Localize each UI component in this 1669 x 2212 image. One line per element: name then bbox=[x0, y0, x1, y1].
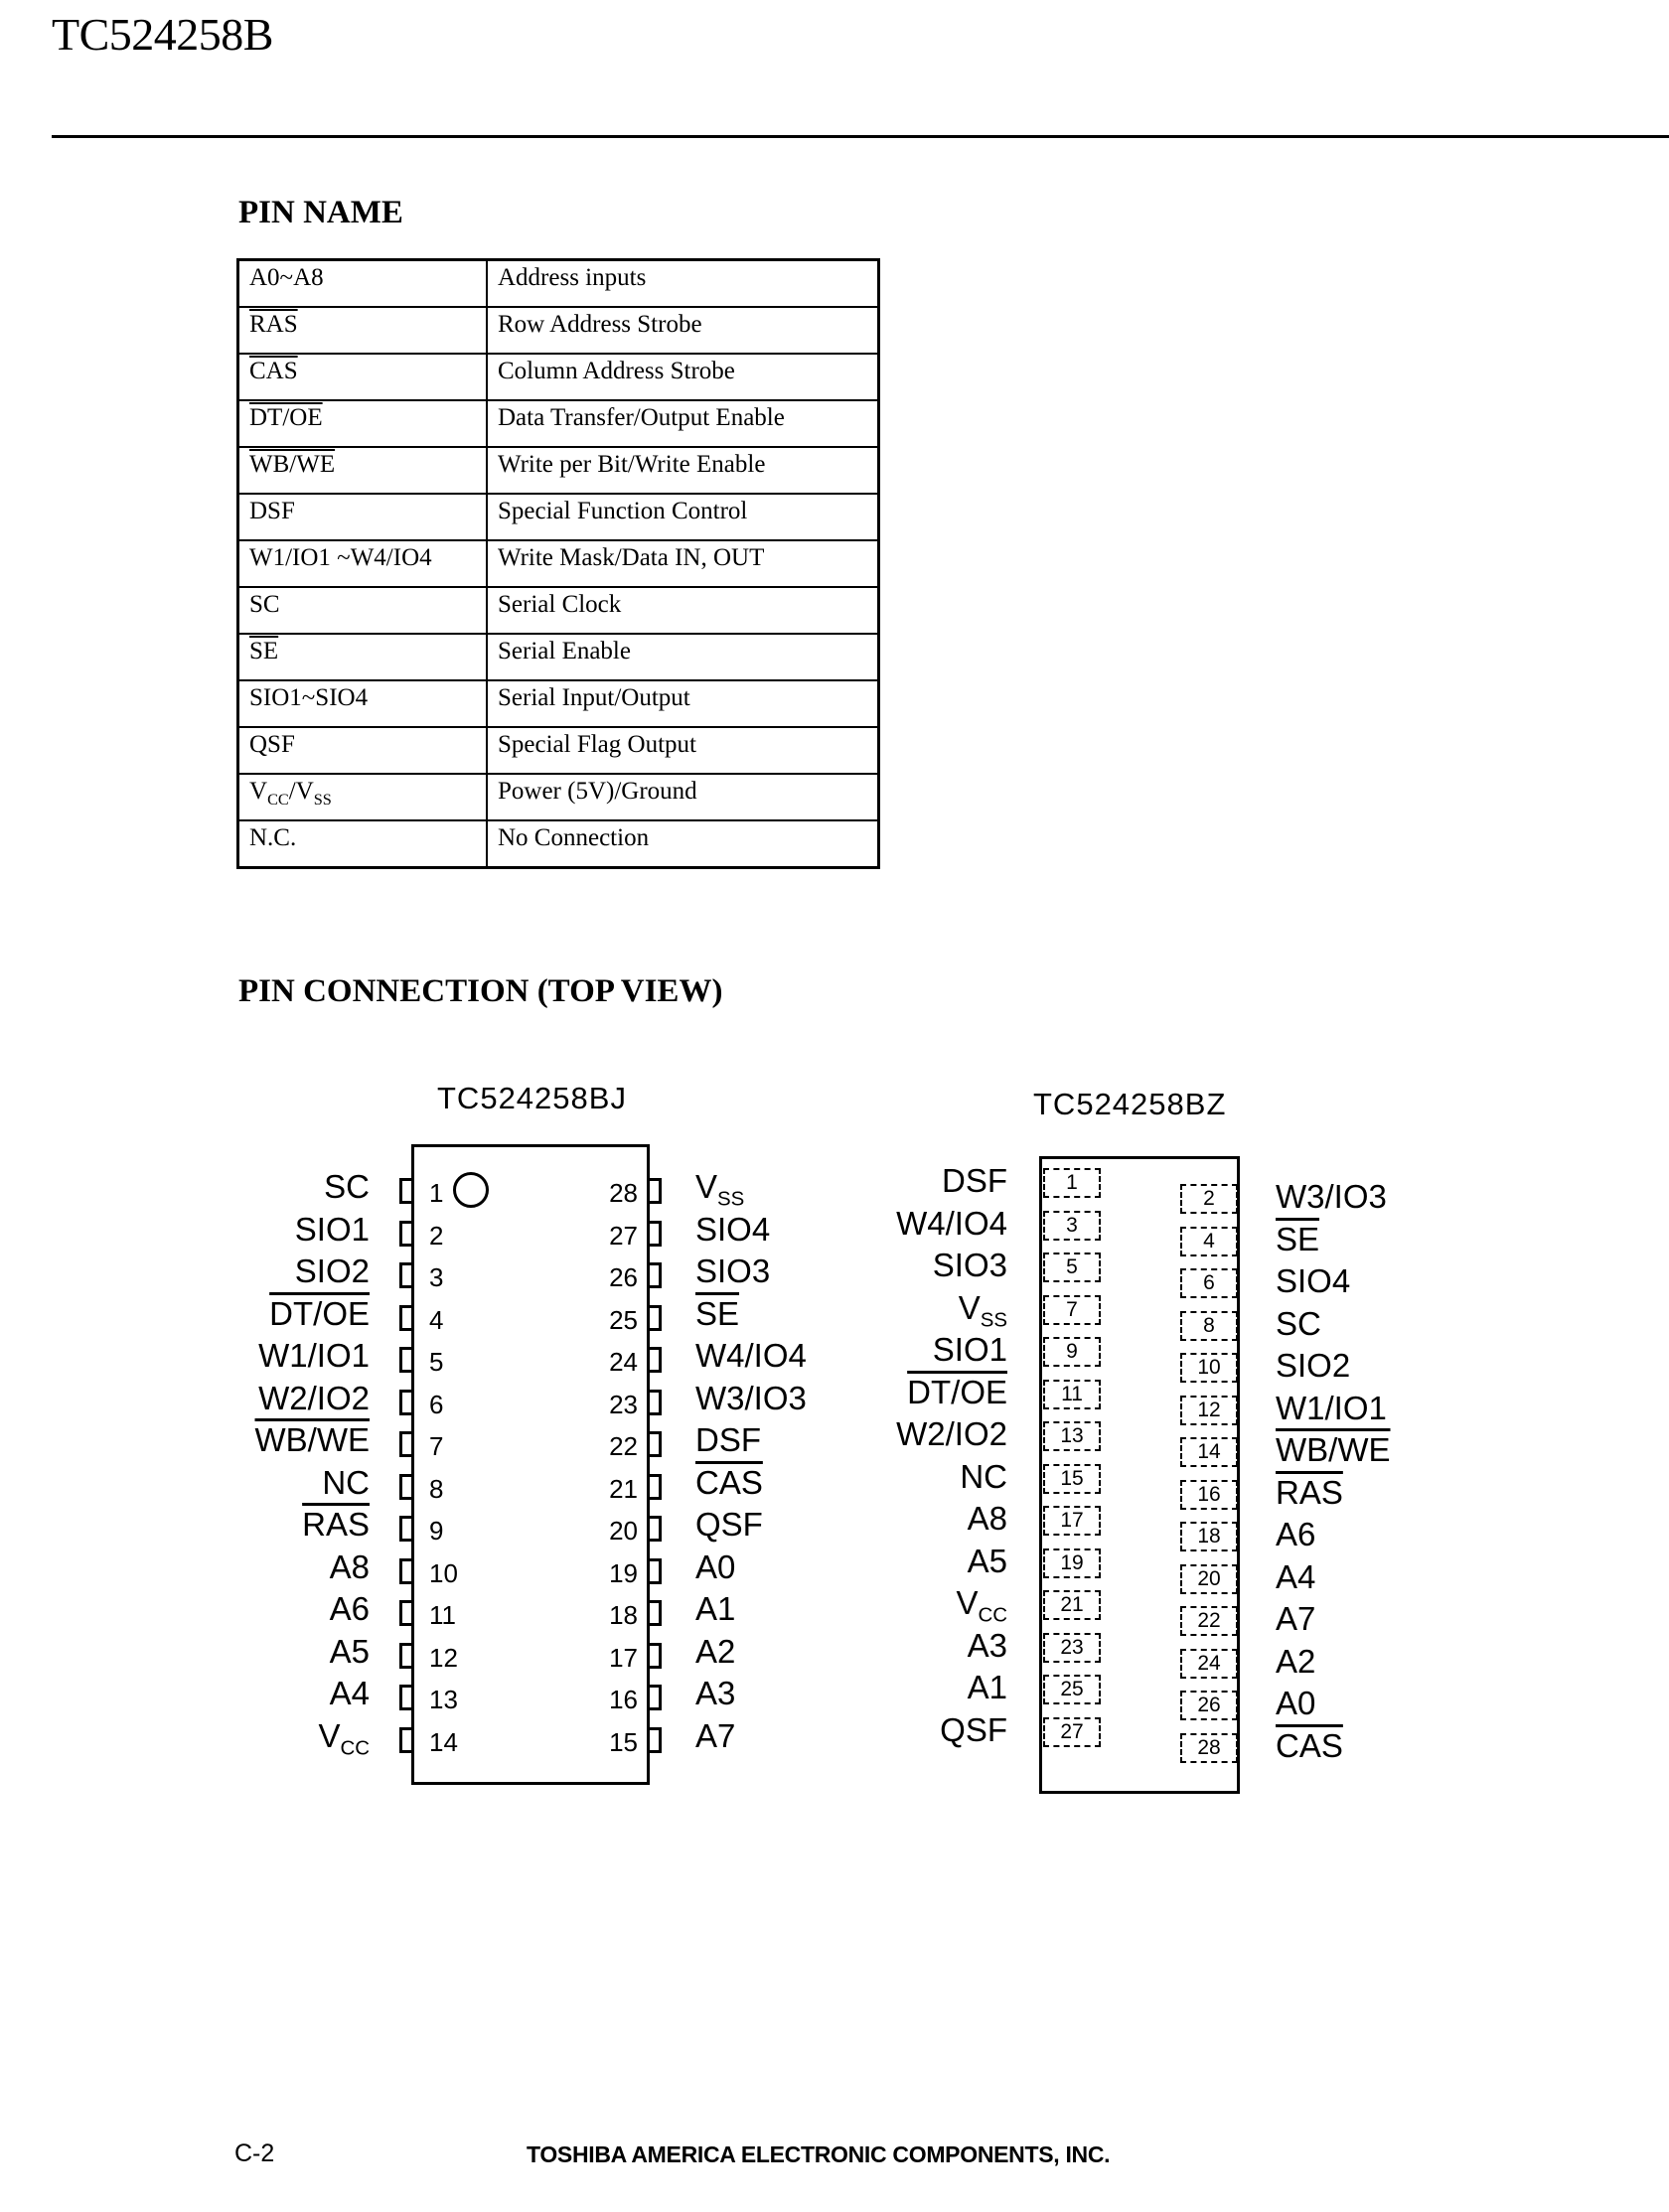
soj-pin-number: 2 bbox=[429, 1220, 444, 1251]
soj-pin-lead bbox=[650, 1516, 662, 1542]
soj-pin-number: 4 bbox=[429, 1304, 444, 1335]
soj-pin-lead bbox=[650, 1685, 662, 1710]
zip-pin-number: 8 bbox=[1180, 1311, 1238, 1341]
pin-connection-heading: PIN CONNECTION (TOP VIEW) bbox=[238, 973, 723, 1009]
soj-pin-name: A4 bbox=[329, 1675, 370, 1711]
pin-description: Address inputs bbox=[487, 260, 879, 308]
soj-pin-number: 15 bbox=[609, 1726, 638, 1757]
pin-name-row bbox=[238, 774, 879, 820]
document-title: TC524258B bbox=[52, 9, 273, 60]
pin-symbol bbox=[238, 634, 488, 680]
zip-pin-number: 27 bbox=[1043, 1717, 1101, 1747]
zip-pin-number: 21 bbox=[1043, 1590, 1101, 1620]
soj-package-label: TC524258BJ bbox=[437, 1081, 627, 1115]
soj-pin-number: 16 bbox=[609, 1685, 638, 1714]
soj-pin-number: 11 bbox=[429, 1600, 456, 1630]
zip-pin-name: W2/IO2 bbox=[896, 1415, 1007, 1452]
pin-name-row bbox=[238, 820, 879, 868]
soj-pin-lead bbox=[650, 1221, 662, 1247]
soj-pin-lead bbox=[650, 1600, 662, 1626]
zip-pin-number: 28 bbox=[1180, 1733, 1238, 1763]
soj-pin-lead bbox=[399, 1221, 411, 1247]
soj-pin-name: A5 bbox=[329, 1632, 370, 1670]
soj-pin-number: 5 bbox=[429, 1347, 444, 1377]
soj-pin-number: 10 bbox=[429, 1557, 458, 1588]
soj-pin-name: A2 bbox=[695, 1632, 736, 1670]
zip-pin-name: DSF bbox=[942, 1162, 1007, 1199]
pin-name-row bbox=[238, 447, 879, 494]
zip-pin-name: W3/IO3 bbox=[1276, 1178, 1387, 1215]
soj-pin-lead bbox=[650, 1643, 662, 1669]
page-number: C-2 bbox=[234, 2139, 275, 2167]
pin-name-table bbox=[236, 258, 880, 869]
zip-pin-number: 15 bbox=[1043, 1464, 1101, 1494]
soj-pin-number: 7 bbox=[429, 1431, 444, 1461]
soj-pin-name: A8 bbox=[329, 1548, 370, 1585]
pin-symbol-text: WB/WE bbox=[249, 451, 336, 478]
pin-symbol bbox=[238, 820, 488, 868]
soj-pin-name: QSF bbox=[695, 1506, 763, 1543]
soj-pin-lead bbox=[650, 1178, 662, 1204]
zip-pin-number: 9 bbox=[1043, 1337, 1101, 1367]
zip-pin-number: 16 bbox=[1180, 1480, 1238, 1510]
soj-pin-number: 23 bbox=[609, 1389, 638, 1419]
zip-pin-name: SIO3 bbox=[932, 1247, 1007, 1283]
pin-description: Special Flag Output bbox=[487, 727, 879, 774]
soj-pin-name: SC bbox=[324, 1168, 370, 1205]
soj-pin-name: W2/IO2 bbox=[258, 1379, 370, 1416]
zip-pin-name: W4/IO4 bbox=[896, 1204, 1007, 1242]
header-rule bbox=[52, 135, 1669, 138]
soj-pin-lead bbox=[399, 1431, 411, 1457]
pin-name-row bbox=[238, 260, 879, 308]
zip-pin-number: 18 bbox=[1180, 1522, 1238, 1551]
soj-pin-lead bbox=[399, 1685, 411, 1710]
pin-name-row bbox=[238, 727, 879, 774]
pin-symbol-text: N.C. bbox=[249, 824, 297, 851]
zip-pin-number: 12 bbox=[1180, 1396, 1238, 1425]
zip-pin-number: 2 bbox=[1180, 1184, 1238, 1214]
pin-description: Column Address Strobe bbox=[487, 354, 879, 400]
soj-pin-lead bbox=[399, 1305, 411, 1331]
zip-pin-name: NC bbox=[960, 1457, 1007, 1495]
soj-pin-number: 18 bbox=[609, 1600, 638, 1630]
soj-pin-lead bbox=[399, 1600, 411, 1626]
soj-pin-name: $V_{CC}$ bbox=[318, 1716, 370, 1760]
pin-symbol bbox=[238, 354, 488, 400]
pin-symbol-text: $\overline{SE}$ bbox=[249, 638, 279, 664]
soj-pin-number: 25 bbox=[609, 1304, 638, 1335]
soj-pin-lead bbox=[399, 1558, 411, 1584]
pin-name-row bbox=[238, 634, 879, 680]
pin-symbol bbox=[238, 540, 488, 587]
soj-pin-lead bbox=[399, 1474, 411, 1500]
pin-symbol-text: $\overline{RAS}$ bbox=[249, 311, 298, 338]
zip-pin-number: 24 bbox=[1180, 1649, 1238, 1679]
zip-pin-number: 25 bbox=[1043, 1675, 1101, 1704]
soj-pin-lead bbox=[650, 1474, 662, 1500]
company-name: TOSHIBA AMERICA ELECTRONIC COMPONENTS, INC. bbox=[527, 2141, 1111, 2167]
soj-pin-name: $V_{SS}$ bbox=[695, 1168, 745, 1211]
zip-pin-name: W1/IO1 bbox=[1276, 1389, 1387, 1426]
zip-pin-number: 6 bbox=[1180, 1268, 1238, 1298]
soj-pin-name: A6 bbox=[329, 1590, 370, 1627]
zip-pin-name: A4 bbox=[1276, 1557, 1316, 1595]
soj-pin-name: SIO3 bbox=[695, 1253, 771, 1289]
pin-symbol-text: QSF bbox=[249, 731, 295, 758]
pin-description: Serial Clock bbox=[487, 587, 879, 634]
zip-pin-number: 10 bbox=[1180, 1353, 1238, 1383]
soj-pin-name: A3 bbox=[695, 1675, 736, 1711]
pin-description: Write Mask/Data IN, OUT bbox=[487, 540, 879, 587]
soj-pin-lead bbox=[399, 1347, 411, 1373]
soj-pin-number: 13 bbox=[429, 1685, 458, 1714]
zip-pin-name: A2 bbox=[1276, 1642, 1316, 1680]
pin-symbol bbox=[238, 680, 488, 727]
soj-pin-number: 6 bbox=[429, 1389, 444, 1419]
pin-symbol-text: A0~A8 bbox=[249, 264, 324, 291]
zip-pin-number: 19 bbox=[1043, 1548, 1101, 1578]
soj-pin-name: A7 bbox=[695, 1716, 736, 1754]
pin-symbol-text: DT/OE bbox=[249, 404, 323, 431]
soj-pin-lead bbox=[399, 1262, 411, 1288]
soj-pin-lead bbox=[650, 1431, 662, 1457]
pin1-marker bbox=[453, 1172, 489, 1208]
soj-pin-number: 12 bbox=[429, 1642, 458, 1673]
soj-pin-name: W4/IO4 bbox=[695, 1337, 807, 1374]
pin-description: Special Function Control bbox=[487, 494, 879, 540]
zip-pin-name: $\overline{RAS}$ bbox=[1276, 1473, 1343, 1511]
zip-pin-number: 1 bbox=[1043, 1168, 1101, 1198]
zip-pin-name: SIO2 bbox=[1276, 1347, 1351, 1384]
zip-pin-name: A8 bbox=[967, 1500, 1007, 1537]
pin-symbol-text: SC bbox=[249, 591, 280, 618]
soj-pin-lead bbox=[399, 1178, 411, 1204]
pin-symbol bbox=[238, 400, 488, 447]
pin-description: Serial Input/Output bbox=[487, 680, 879, 727]
zip-pin-name: A7 bbox=[1276, 1600, 1316, 1637]
pin-description: Power (5V)/Ground bbox=[487, 774, 879, 820]
zip-pin-name: SIO4 bbox=[1276, 1262, 1351, 1299]
soj-pin-lead bbox=[650, 1305, 662, 1331]
zip-pin-name: QSF bbox=[940, 1710, 1007, 1748]
zip-pin-name: A6 bbox=[1276, 1516, 1316, 1552]
soj-pin-name: $\overline{SE}$ bbox=[695, 1294, 740, 1332]
soj-pin-number: 28 bbox=[609, 1178, 638, 1208]
soj-pin-number: 3 bbox=[429, 1262, 444, 1292]
pin-symbol-text: W1/IO1 ~W4/IO4 bbox=[249, 544, 432, 571]
zip-pin-name: SIO1 bbox=[932, 1331, 1007, 1368]
soj-pin-name: W1/IO1 bbox=[258, 1337, 370, 1374]
soj-pin-name: NC bbox=[322, 1463, 370, 1501]
zip-pin-name: DT/OE bbox=[907, 1373, 1007, 1410]
soj-pin-name: SIO1 bbox=[294, 1210, 370, 1248]
soj-pin-number: 27 bbox=[609, 1220, 638, 1251]
soj-pin-name: W3/IO3 bbox=[695, 1379, 807, 1416]
zip-pin-number: 23 bbox=[1043, 1633, 1101, 1663]
pin-description: Serial Enable bbox=[487, 634, 879, 680]
pin-symbol-text: $V_{CC}/V_{SS}$ bbox=[249, 778, 332, 809]
pin-name-row bbox=[238, 494, 879, 540]
zip-pin-name: A0 bbox=[1276, 1685, 1316, 1721]
soj-pin-number: 9 bbox=[429, 1516, 444, 1546]
soj-pin-lead bbox=[650, 1262, 662, 1288]
soj-pin-number: 17 bbox=[609, 1642, 638, 1673]
soj-pin-lead bbox=[399, 1390, 411, 1415]
soj-pin-name: A0 bbox=[695, 1548, 736, 1585]
pin-symbol bbox=[238, 587, 488, 634]
zip-pin-number: 7 bbox=[1043, 1295, 1101, 1325]
soj-pin-name: DSF bbox=[695, 1421, 761, 1458]
zip-pin-number: 14 bbox=[1180, 1437, 1238, 1467]
zip-pin-number: 22 bbox=[1180, 1606, 1238, 1636]
pin-symbol bbox=[238, 447, 488, 494]
zip-pin-number: 11 bbox=[1043, 1380, 1101, 1409]
zip-pin-name: $\overline{SE}$ bbox=[1276, 1220, 1320, 1257]
pin-description: Row Address Strobe bbox=[487, 307, 879, 354]
soj-pin-lead bbox=[650, 1347, 662, 1373]
pin-name-row bbox=[238, 307, 879, 354]
soj-pin-name: SIO4 bbox=[695, 1210, 771, 1248]
zip-pin-name: $V_{SS}$ bbox=[958, 1288, 1007, 1332]
zip-pin-name: WB/WE bbox=[1276, 1431, 1391, 1468]
pin-symbol bbox=[238, 260, 488, 308]
soj-pin-lead bbox=[650, 1558, 662, 1584]
zip-pin-number: 4 bbox=[1180, 1227, 1238, 1256]
pin-name-row bbox=[238, 680, 879, 727]
pin-description: No Connection bbox=[487, 820, 879, 868]
soj-pin-lead bbox=[650, 1390, 662, 1415]
pin-symbol-text: DSF bbox=[249, 498, 295, 524]
pin-name-row bbox=[238, 540, 879, 587]
soj-pin-lead bbox=[399, 1643, 411, 1669]
pin-name-row bbox=[238, 400, 879, 447]
pin-description: Data Transfer/Output Enable bbox=[487, 400, 879, 447]
soj-pin-name: $\overline{CAS}$ bbox=[695, 1463, 763, 1501]
pin-symbol bbox=[238, 774, 488, 820]
soj-pin-number: 24 bbox=[609, 1347, 638, 1377]
zip-pin-number: 13 bbox=[1043, 1421, 1101, 1451]
pin-symbol-text: SIO1~SIO4 bbox=[249, 684, 369, 711]
soj-pin-name: A1 bbox=[695, 1590, 736, 1627]
pin-description: Write per Bit/Write Enable bbox=[487, 447, 879, 494]
soj-pin-number: 22 bbox=[609, 1431, 638, 1461]
pin-symbol-text: $\overline{CAS}$ bbox=[249, 358, 298, 384]
zip-pin-number: 20 bbox=[1180, 1564, 1238, 1594]
pin-name-row bbox=[238, 587, 879, 634]
pin-name-row bbox=[238, 354, 879, 400]
zip-package-label: TC524258BZ bbox=[1033, 1087, 1227, 1121]
zip-pin-number: 26 bbox=[1180, 1691, 1238, 1720]
pin-symbol bbox=[238, 727, 488, 774]
soj-pin-lead bbox=[399, 1727, 411, 1753]
soj-pin-name: WB/WE bbox=[254, 1421, 370, 1458]
soj-pin-number: 19 bbox=[609, 1557, 638, 1588]
zip-pin-name: SC bbox=[1276, 1304, 1321, 1342]
soj-pin-name: SIO2 bbox=[294, 1253, 370, 1289]
pin-symbol bbox=[238, 494, 488, 540]
zip-pin-name: A3 bbox=[967, 1626, 1007, 1664]
soj-pin-name: DT/OE bbox=[269, 1294, 370, 1332]
zip-pin-name: A5 bbox=[967, 1542, 1007, 1579]
zip-pin-name: A1 bbox=[967, 1669, 1007, 1705]
zip-pin-number: 5 bbox=[1043, 1253, 1101, 1282]
soj-pin-number: 26 bbox=[609, 1262, 638, 1292]
soj-pin-number: 1 bbox=[429, 1178, 444, 1208]
pin-name-heading: PIN NAME bbox=[238, 195, 403, 230]
pin-symbol bbox=[238, 307, 488, 354]
soj-pin-number: 21 bbox=[609, 1473, 638, 1504]
zip-pin-name: $\overline{CAS}$ bbox=[1276, 1726, 1343, 1764]
soj-pin-number: 14 bbox=[429, 1726, 458, 1757]
soj-pin-lead bbox=[399, 1516, 411, 1542]
soj-pin-name: $\overline{RAS}$ bbox=[302, 1506, 370, 1543]
zip-pin-number: 3 bbox=[1043, 1211, 1101, 1241]
soj-pin-number: 20 bbox=[609, 1516, 638, 1546]
zip-pin-name: $V_{CC}$ bbox=[956, 1584, 1007, 1627]
soj-pin-lead bbox=[650, 1727, 662, 1753]
soj-pin-number: 8 bbox=[429, 1473, 444, 1504]
zip-pin-number: 17 bbox=[1043, 1506, 1101, 1536]
